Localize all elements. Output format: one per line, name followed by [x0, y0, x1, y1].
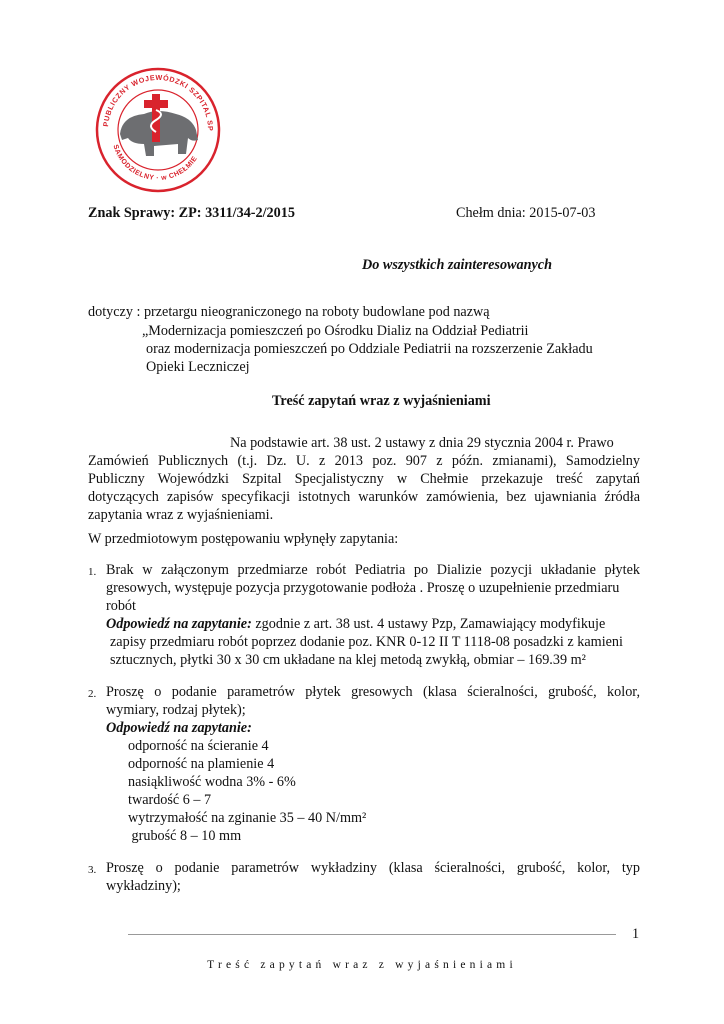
q2-param-absorption: nasiąkliwość wodna 3% - 6%	[128, 774, 296, 790]
intro-line-6: W przedmiotowym postępowaniu wpłynęły zapytania:	[88, 531, 399, 547]
subject-line-3: oraz modernizacja pomieszczeń po Oddziale Pediatrii na rozszerzenie Zakładu	[146, 341, 593, 357]
case-number: Znak Sprawy: ZP: 3311/34-2/2015	[88, 205, 295, 221]
svg-text:PUBLICZNY WOJEWÓDZKI SZPITAL S: PUBLICZNY WOJEWÓDZKI SZPITAL SP	[101, 72, 216, 132]
recipient: Do wszystkich zainteresowanych	[362, 257, 552, 273]
intro-line-4: dotyczących zapisów specyfikacji istotnych warunków zamówienia, bez ujawniania źródła	[88, 489, 640, 505]
q3-number: 3.	[88, 864, 97, 876]
subject-line-1: dotyczy : przetargu nieograniczonego na roboty budowlane pod nazwą	[88, 304, 490, 320]
q1-number: 1.	[88, 566, 97, 578]
q3-line-1: Proszę o podanie parametrów wykładziny (klasa ścieralności, grubość, kolor, typ	[106, 860, 640, 876]
intro-line-2: Zamówień Publicznych (t.j. Dz. U. z 2013 poz. 907 z późn. zmianami), Samodzielny	[88, 453, 640, 469]
q1-answer	[106, 615, 605, 633]
q2-param-thickness: grubość 8 – 10 mm	[128, 828, 242, 844]
q2-answer-label: Odpowiedź na zapytanie:	[106, 720, 252, 736]
q2-param-stain: odporność na plamienie 4	[128, 756, 275, 772]
q2-param-hardness: twardość 6 – 7	[128, 792, 212, 808]
q2-param-bending: wytrzymałość na zginanie 35 – 40 N/mm²	[128, 810, 367, 826]
hospital-logo	[92, 64, 224, 196]
q1-line-3: robót	[106, 598, 136, 614]
q2-line-1: Proszę o podanie parametrów płytek gresowych (klasa ścieralności, grubość, kolor,	[106, 684, 640, 700]
q1-answer-line-3: sztucznych, płytki 30 x 30 cm układane na klej metodą zwykłą, obmiar – 169.39 m²	[110, 652, 586, 668]
q1-answer-label: Odpowiedź na zapytanie:	[106, 616, 252, 632]
q2-param-abrasion: odporność na ścieranie 4	[128, 738, 269, 754]
page-number: 1	[632, 926, 640, 942]
intro-line-3: Publiczny Wojewódzki Szpital Specjalistyczny w Chełmie przekazuje treść zapytań	[88, 471, 640, 487]
intro-line-5: zapytania wraz z wyjaśnieniami.	[88, 507, 274, 523]
subject-line-2: „Modernizacja pomieszczeń po Ośrodku Dializ na Oddział Pediatrii	[142, 323, 529, 339]
footer-divider	[128, 934, 616, 935]
q2-line-2: wymiary, rodzaj płytek);	[106, 702, 246, 718]
q1-line-1: Brak w załączonym przedmiarze robót Pediatria po Dializie pozycji układanie płytek	[106, 562, 640, 578]
q1-answer-line-2: zapisy przedmiaru robót poprzez dodanie poz. KNR 0-12 II T 1118-08 posadzki z kamieni	[110, 634, 623, 650]
document-title: Treść zapytań wraz z wyjaśnieniami	[272, 393, 491, 409]
place-date: Chełm dnia: 2015-07-03	[456, 205, 596, 221]
q2-number: 2.	[88, 688, 97, 700]
intro-line-1: Na podstawie art. 38 ust. 2 ustawy z dnia 29 stycznia 2004 r. Prawo	[230, 435, 614, 451]
q1-line-2: gresowych, występuje pozycja przygotowanie podłoża . Proszę o uzupełnienie przedmiaru	[106, 580, 620, 596]
footer-running-title: Treść zapytań wraz z wyjaśnieniami	[207, 959, 517, 971]
q3-line-2: wykładziny);	[106, 878, 181, 894]
q1-answer-line-1: zgodnie z art. 38 ust. 4 ustawy Pzp, Zamawiający modyfikuje	[251, 616, 606, 632]
svg-text:SAMODZIELNY · w CHEŁMIE: SAMODZIELNY · w CHEŁMIE	[111, 143, 199, 183]
subject-line-4: Opieki Leczniczej	[146, 359, 250, 375]
